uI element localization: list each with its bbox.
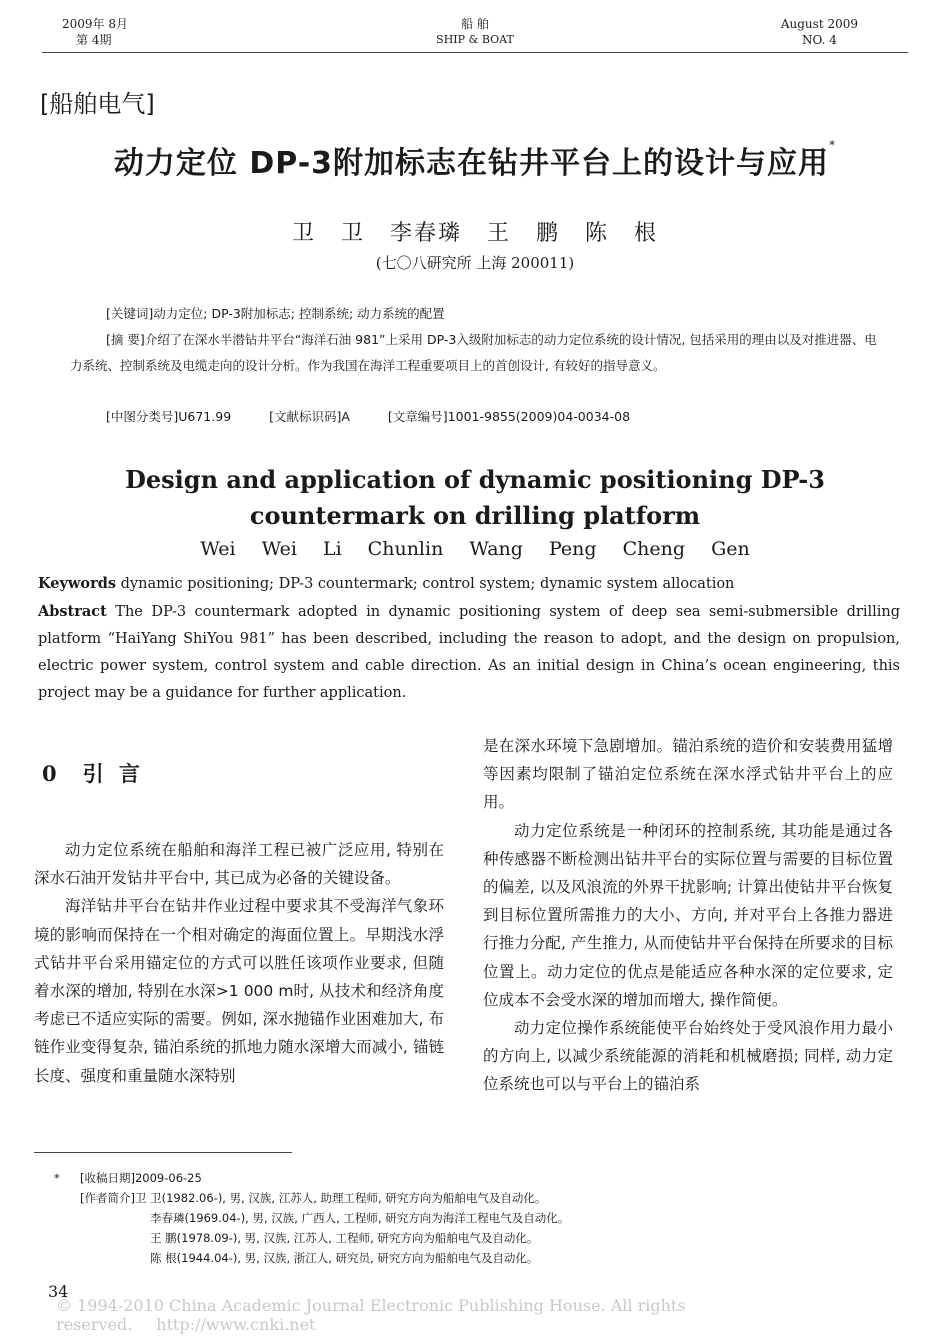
clc-number: [中图分类号]U671.99 xyxy=(106,409,232,424)
footnotes xyxy=(54,1168,914,1268)
paragraph: 是在深水环境下急剧增加。锚泊系统的造价和安装费用猛增等因素均限制了锚泊定位系统在深水浮式钻井平台上的应用。 xyxy=(483,737,893,812)
section-heading xyxy=(42,760,444,788)
paper-title-cn-text: 动力定位 DP-3附加标志在钻井平台上的设计与应用 xyxy=(113,146,830,181)
footnote-author-2: 李春璘(1969.04-), 男, 汉族, 广西人, 工程师, 研究方向为海洋工程电气及自动化。 xyxy=(150,1211,570,1225)
footnote-received xyxy=(54,1168,914,1188)
journal-name-cn: 船 舶 xyxy=(461,17,489,31)
section-title: 引 言 xyxy=(82,761,144,786)
paper-title-en xyxy=(0,462,950,534)
footnote-author-3: 王 鹏(1978.09-), 男, 汉族, 江苏人, 工程师, 研究方向为船舶电气及自动化。 xyxy=(150,1231,539,1245)
affiliation-cn: (七〇八研究所 上海 200011) xyxy=(375,254,575,272)
keywords-en xyxy=(38,570,900,598)
footnote-rule xyxy=(34,1152,292,1153)
body-column-left xyxy=(34,732,444,1090)
keywords-en-label: Keywords xyxy=(38,575,117,592)
abstract-cn: [摘 要]介绍了在深水半潜钻井平台“海洋石油 981”上采用 DP-3入级附加标志的动力定位系统的设计情况, 包括采用的理由以及对推进器、电力系统、控制系统及电缆走向的设计分析。作为我国在海洋工程重要项目上的首创设计, 有较好的指导意义。 xyxy=(70,332,877,373)
authors-cn: 卫 卫 李春璘 王 鹏 陈 根 xyxy=(292,221,658,246)
header-date-en: August 2009 xyxy=(780,17,858,31)
document-code: [文献标识码]A xyxy=(269,409,350,424)
journal-name-en: SHIP & BOAT xyxy=(436,33,514,46)
abstract-en xyxy=(38,598,900,707)
header-issue-cn: 第 4期 xyxy=(76,33,112,47)
copyright-text: © 1994-2010 China Academic Journal Electronic Publishing House. All rights reserved. xyxy=(56,1296,686,1334)
paper-title-cn xyxy=(0,138,950,182)
body-column-right xyxy=(483,732,893,1099)
keywords-en-text: dynamic positioning; DP-3 countermark; control system; dynamic system allocation xyxy=(120,576,735,592)
paragraph: 动力定位操作系统能使平台始终处于受风浪作用力最小的方向上, 以减少系统能源的消耗和机械磨损; 同样, 动力定位系统也可以与平台上的锚泊系 xyxy=(483,1019,893,1094)
paragraph: 动力定位系统是一种闭环的控制系统, 其功能是通过各种传感器不断检测出钻井平台的实际位置与需要的目标位置的偏差, 以及风浪流的外界干扰影响; 计算出使钻井平台恢复到目标位置所需推力的大小、方向, 并对平台上各推力器进行推力分配, 产生推力, 从而使钻井平台保持在所要求的目标位置上。动力定位的优点是能适应各种水深的定位要求, 定位成本不会受水深的增加而增大, 操作简便。 xyxy=(483,821,893,1009)
copyright-watermark xyxy=(56,1296,950,1334)
header-issue-en: NO. 4 xyxy=(801,33,837,47)
page-number: 34 xyxy=(48,1282,69,1301)
classification-line xyxy=(70,405,916,429)
footnote-mark: * xyxy=(54,1171,60,1185)
paragraph: 动力定位系统在船舶和海洋工程已被广泛应用, 特别在深水石油开发钻井平台中, 其已成为必备的关键设备。 xyxy=(34,841,444,888)
header-rule xyxy=(42,52,908,53)
abstract-en-label: Abstract xyxy=(38,603,107,620)
keywords-cn: [关键词]动力定位; DP-3附加标志; 控制系统; 动力系统的配置 xyxy=(106,306,445,321)
paper-title-en-line2: countermark on drilling platform xyxy=(249,501,701,530)
authors-en: Wei Wei Li Chunlin Wang Peng Cheng Gen xyxy=(200,538,750,560)
footnote-author-4: 陈 根(1944.04-), 男, 汉族, 浙江人, 研究员, 研究方向为船舶电气及自动化。 xyxy=(150,1251,539,1265)
abstract-en-text: The DP-3 countermark adopted in dynamic positioning system of deep sea semi-submersible drilling platform “HaiYang ShiYou 981” has been described, including the reason to adopt, and the design on propulsion, electric power system, control system and cable direction. As an initial design in China’s ocean engineering, this project may be a guidance for further application. xyxy=(38,604,900,701)
section-tag: [船舶电气] xyxy=(40,90,155,118)
title-footnote-mark: * xyxy=(829,138,837,152)
author-intro-1: [作者简介]卫 卫(1982.06-), 男, 汉族, 江苏人, 助理工程师, 研究方向为船舶电气及自动化。 xyxy=(80,1191,547,1205)
cnki-url: http://www.cnki.net xyxy=(156,1315,316,1334)
footnote-author-intro xyxy=(54,1188,914,1208)
paper-title-en-line1: Design and application of dynamic positioning DP-3 xyxy=(125,465,825,494)
section-number: 0 xyxy=(42,761,61,786)
header-date-cn: 2009年 8月 xyxy=(62,17,128,31)
article-number: [文章编号]1001-9855(2009)04-0034-08 xyxy=(387,409,631,424)
received-date: [收稿日期]2009-06-25 xyxy=(80,1171,202,1185)
paragraph: 海洋钻井平台在钻井作业过程中要求其不受海洋气象环境的影响而保持在一个相对确定的海面位置上。早期浅水浮式钻井平台采用锚定位的方式可以胜任该项作业要求, 但随着水深的增加, 特别在水深>1 000 m时, 从技术和经济角度考虑已不适应实际的需要。例如, 深水抛锚作业困难加大, 布链作业变得复杂, 锚泊系统的抓地力随水深增大而减小, 锚链长度、强度和重量随水深特别 xyxy=(34,897,444,1085)
running-header-right xyxy=(781,16,858,48)
